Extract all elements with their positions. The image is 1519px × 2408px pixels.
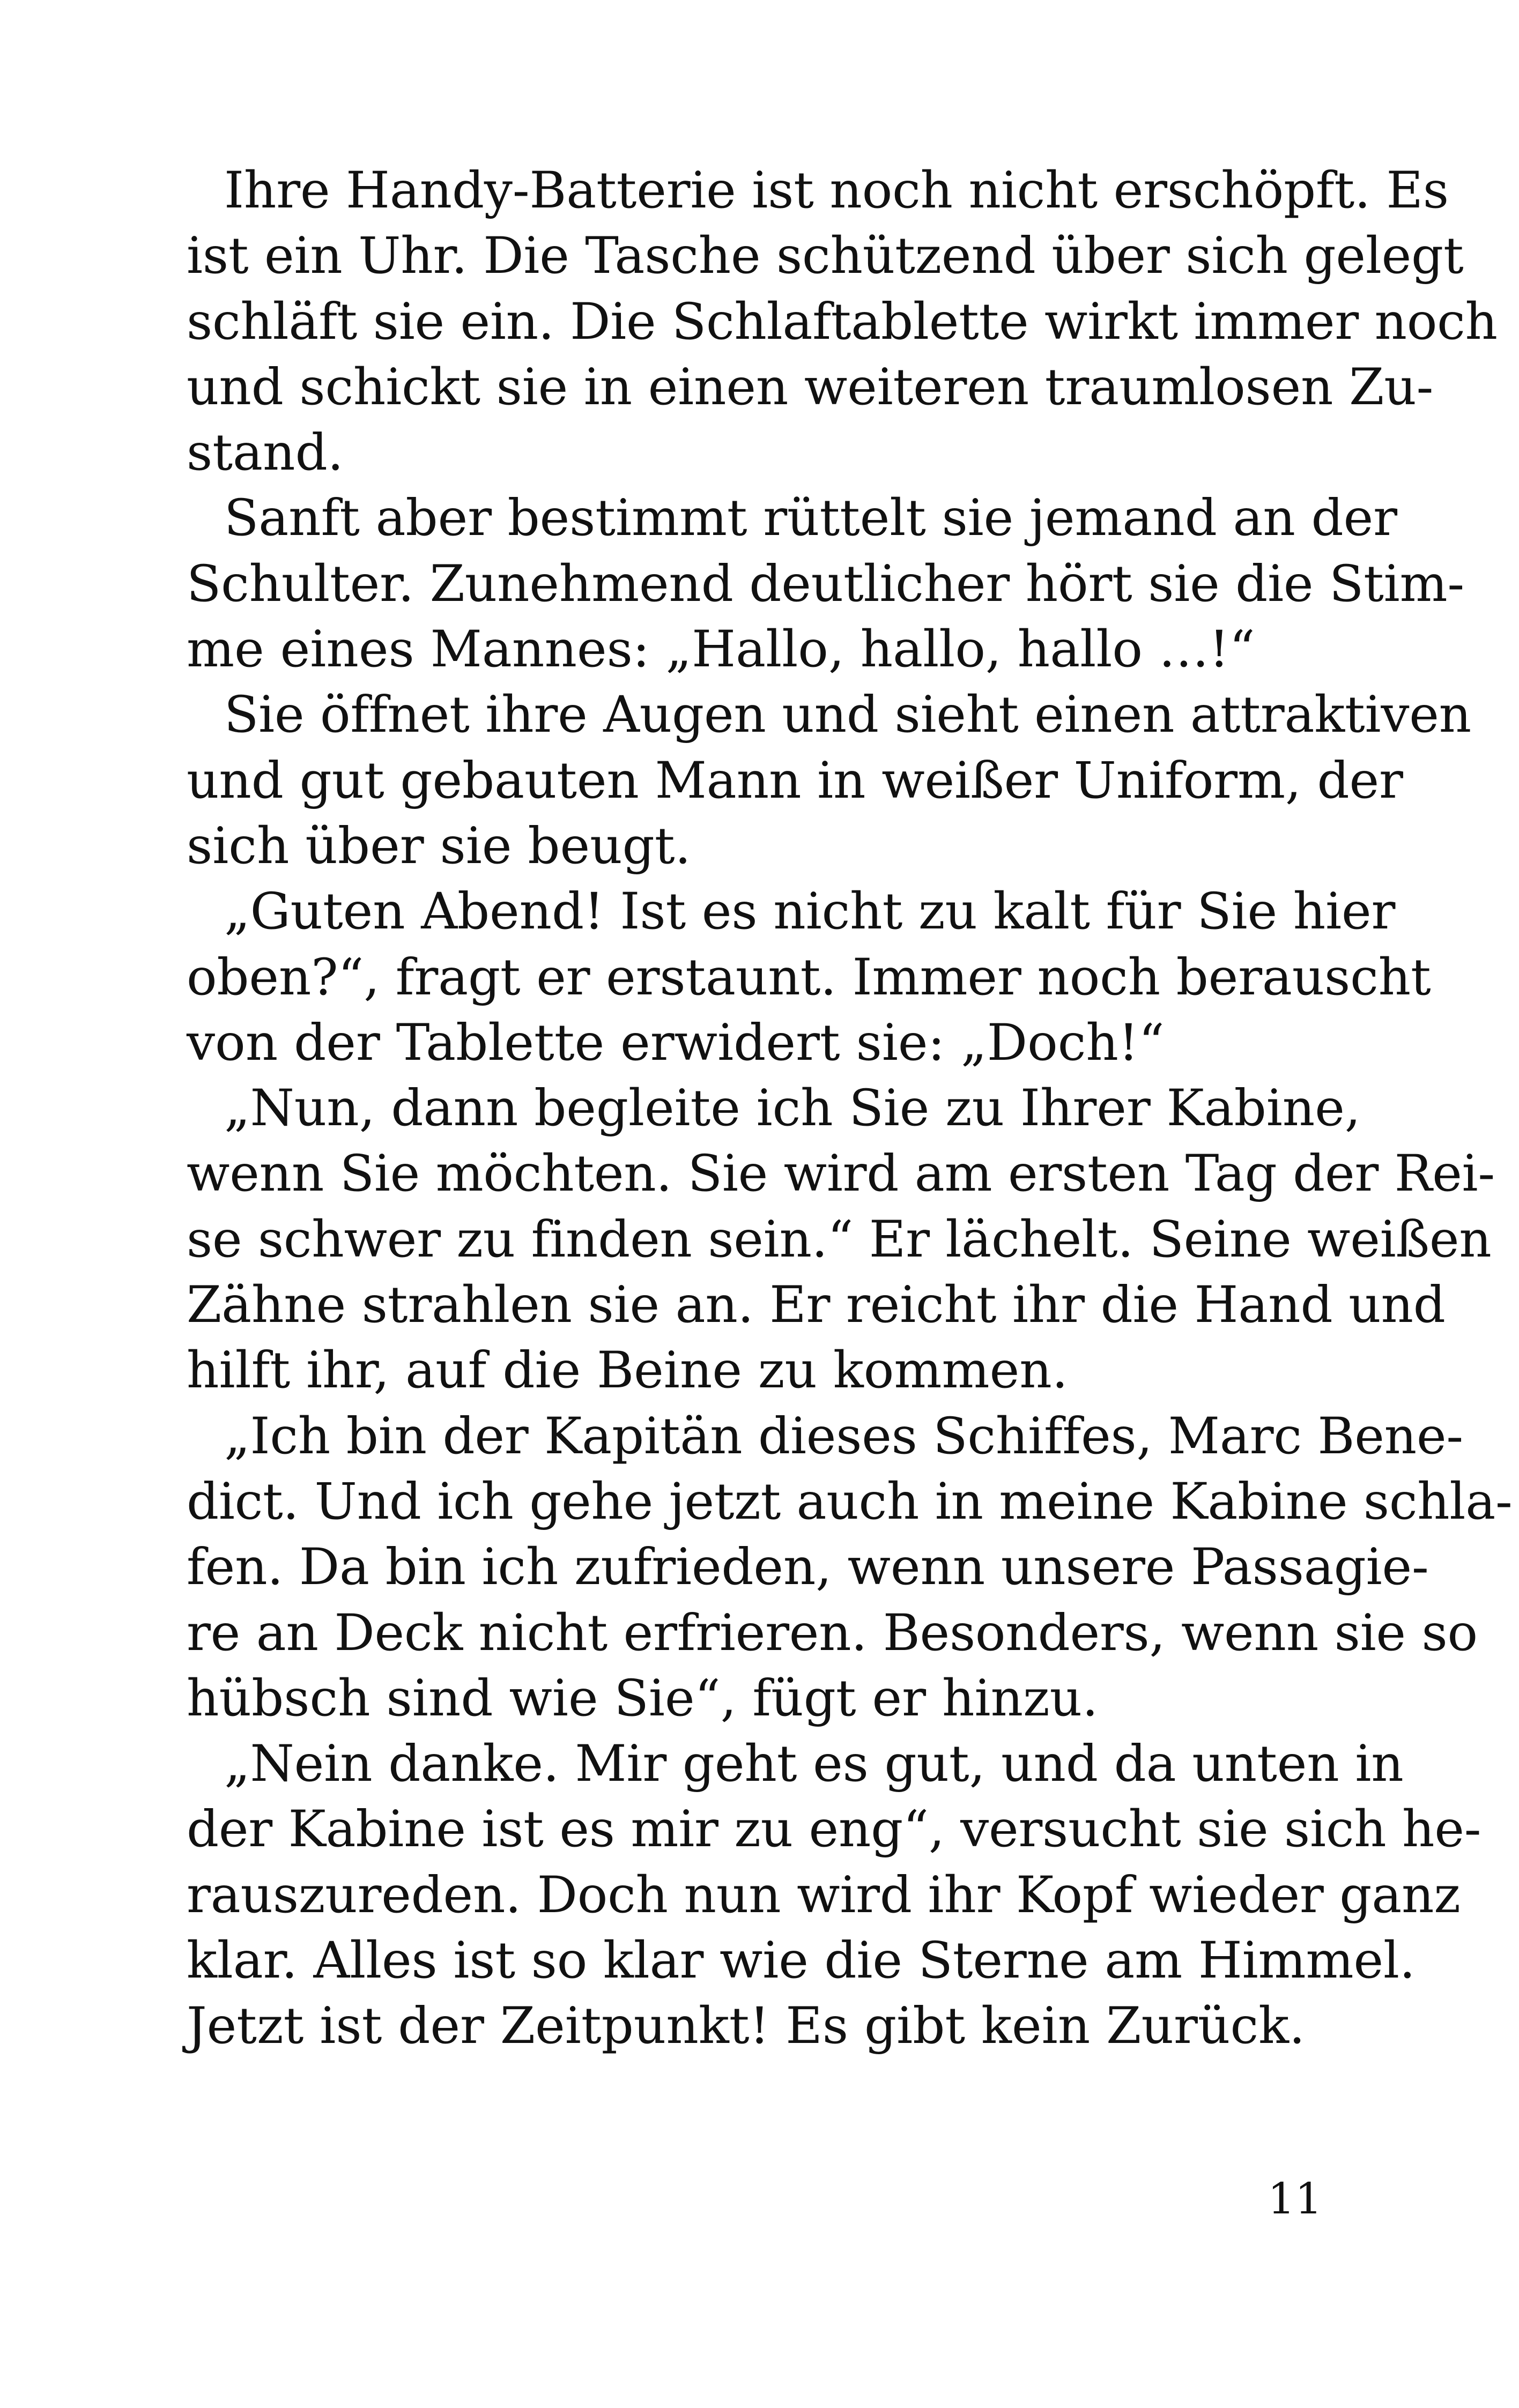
text-line: se schwer zu finden sein.“ Er lächelt. Seine weißen [187, 1210, 1492, 1269]
text-line: oben?“, fragt er erstaunt. Immer noch berauscht [187, 948, 1431, 1007]
text-line: dict. Und ich gehe jetzt auch in meine Kabine schla- [187, 1472, 1513, 1531]
text-line: ist ein Uhr. Die Tasche schützend über sich gelegt [187, 227, 1464, 286]
body-text [187, 158, 1513, 2060]
text-line: fen. Da bin ich zufrieden, wenn unsere Passagie- [187, 1538, 1429, 1597]
text-line: wenn Sie möchten. Sie wird am ersten Tag der Rei- [187, 1144, 1495, 1203]
text-line: Sanft aber bestimmt rüttelt sie jemand an der [224, 489, 1397, 548]
text-line: „Guten Abend! Ist es nicht zu kalt für Sie hier [224, 882, 1396, 941]
text-line: Schulter. Zunehmend deutlicher hört sie die Stim- [187, 554, 1464, 613]
text-line: Ihre Handy-Batterie ist noch nicht erschöpft. Es [224, 161, 1449, 220]
text-line: sich über sie beugt. [187, 816, 691, 875]
text-line: hübsch sind wie Sie“, fügt er hinzu. [187, 1669, 1099, 1728]
text-line: der Kabine ist es mir zu eng“, versucht sie sich he- [187, 1800, 1481, 1859]
text-line: Jetzt ist der Zeitpunkt! Es gibt kein Zurück. [187, 1997, 1305, 2056]
text-line: von der Tablette erwidert sie: „Doch!“ [187, 1013, 1165, 1072]
text-line: „Nun, dann begleite ich Sie zu Ihrer Kabine, [224, 1079, 1361, 1138]
text-line: „Nein danke. Mir geht es gut, und da unten in [224, 1735, 1404, 1794]
text-line: stand. [187, 423, 344, 482]
text-line: klar. Alles ist so klar wie die Sterne am Himmel. [187, 1931, 1416, 1990]
text-line: me eines Mannes: „Hallo, hallo, hallo …!“ [187, 620, 1255, 679]
text-line: Zähne strahlen sie an. Er reicht ihr die Hand und [187, 1276, 1446, 1335]
text-line: „Ich bin der Kapitän dieses Schiffes, Marc Bene- [224, 1407, 1463, 1466]
text-line: und schickt sie in einen weiteren traumlosen Zu- [187, 358, 1434, 417]
text-line: re an Deck nicht erfrieren. Besonders, wenn sie so [187, 1603, 1478, 1662]
text-line: und gut gebauten Mann in weißer Uniform, der [187, 751, 1403, 810]
text-line: hilft ihr, auf die Beine zu kommen. [187, 1341, 1068, 1400]
text-line: schläft sie ein. Die Schlaftablette wirkt immer noch [187, 292, 1498, 351]
page-number: 11 [1268, 2174, 1322, 2224]
text-line: Sie öffnet ihre Augen und sieht einen attraktiven [224, 686, 1471, 745]
text-line: rauszureden. Doch nun wird ihr Kopf wieder ganz [187, 1866, 1461, 1924]
